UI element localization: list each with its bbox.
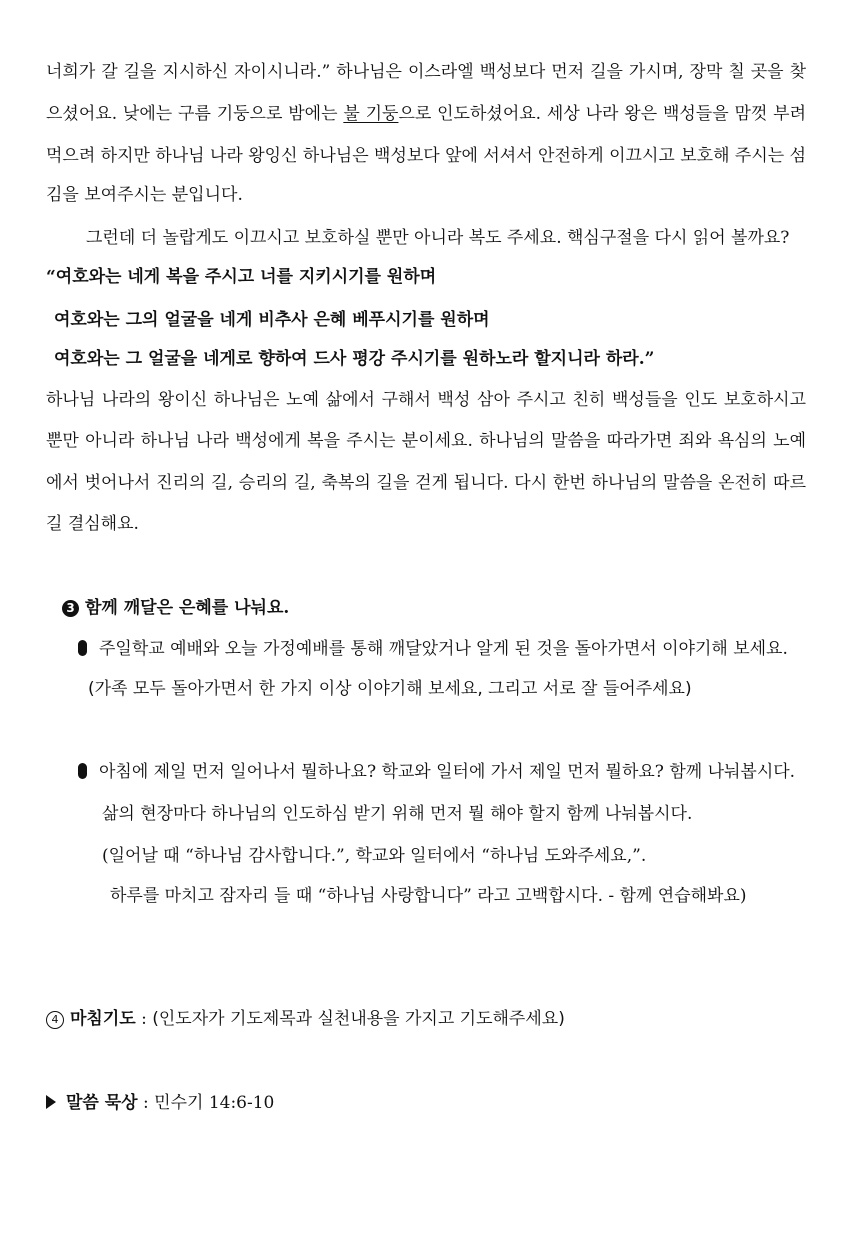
separator-colon: : <box>137 1093 155 1113</box>
paragraph-1-line-2 <box>46 103 806 125</box>
verse-line-3: 여호와는 그 얼굴을 네게로 향하여 드사 평강 주시기를 원하노라 할지니라 하라.” <box>54 349 655 369</box>
separator-colon: : <box>135 1009 153 1029</box>
section-3-item-2-line-1 <box>78 761 798 783</box>
section-3-item-1-note: (가족 모두 돌아가면서 한 가지 이상 이야기해 보세요, 그리고 서로 잘 들어주세요) <box>88 679 692 699</box>
number-3-icon: 3 <box>62 600 79 617</box>
item-1-text: 주일학교 예배와 오늘 가정예배를 통해 깨달았거나 알게 된 것을 돌아가면서 이야기해 보세요. <box>99 639 788 659</box>
section-4-title: 마침기도 <box>70 1009 136 1029</box>
bullet-2-icon <box>78 763 87 779</box>
paragraph-3-line-4: 길 결심해요. <box>46 514 139 534</box>
verse-line-1: “여호와는 네게 복을 주시고 너를 지키시기를 원하며 <box>46 267 437 287</box>
number-4-icon: 4 <box>46 1011 64 1029</box>
paragraph-1-line-4: 김을 보여주시는 분입니다. <box>46 185 243 205</box>
section-3-item-2-line-3: (일어날 때 “하나님 감사합니다.”, 학교와 일터에서 “하나님 도와주세요,”. <box>102 846 647 866</box>
paragraph-2-line-1: 그런데 더 놀랍게도 이끄시고 보호하실 뿐만 아니라 복도 주세요. 핵심구절을 다시 읽어 볼까요? <box>86 228 790 248</box>
underlined-phrase: 불 기둥 <box>343 104 399 124</box>
section-3-item-1 <box>78 638 798 660</box>
paragraph-3-line-2: 뿐만 아니라 하나님 나라 백성에게 복을 주시는 분이세요. 하나님의 말씀을 따라가면 죄와 욕심의 노예 <box>46 431 806 451</box>
section-3-item-2-line-4: 하루를 마치고 잠자리 들 때 “하나님 사랑합니다” 라고 고백합시다. - 함께 연습해봐요) <box>110 886 747 906</box>
triangle-bullet-icon <box>46 1095 56 1109</box>
text-span: 으로 인도하셨어요. 세상 나라 왕은 백성들을 맘껏 부려 <box>398 104 806 124</box>
section-3-heading <box>62 597 822 619</box>
paragraph-3-line-1: 하나님 나라의 왕이신 하나님은 노예 삶에서 구해서 백성 삼아 주시고 친히 백성들을 인도 보호하시고 <box>46 390 806 410</box>
text-span: 으셨어요. 낮에는 구름 기둥으로 밤에는 <box>46 104 344 124</box>
item-2-text: 아침에 제일 먼저 일어나서 뭘하나요? 학교와 일터에 가서 제일 먼저 뭘하요? 함께 나눠봅시다. <box>99 762 796 782</box>
meditation-title: 말씀 묵상 <box>66 1093 138 1113</box>
section-3-item-2-line-2: 삶의 현장마다 하나님의 인도하심 받기 위해 먼저 뭘 해야 할지 함께 나눠봅시다. <box>102 804 693 824</box>
meditation-line <box>46 1092 806 1114</box>
meditation-reference: 민수기 14:6-10 <box>154 1093 275 1113</box>
section-4-line <box>46 1008 806 1030</box>
paragraph-3-line-3: 에서 벗어나서 진리의 길, 승리의 길, 축복의 길을 걷게 됩니다. 다시 한번 하나님의 말씀을 온전히 따르 <box>46 473 806 493</box>
bullet-1-icon <box>78 640 87 656</box>
paragraph-1-line-1: 너희가 갈 길을 지시하신 자이시니라.” 하나님은 이스라엘 백성보다 먼저 길을 가시며, 장막 칠 곳을 찾 <box>46 62 806 82</box>
paragraph-1-line-3: 먹으려 하지만 하나님 나라 왕잉신 하나님은 백성보다 앞에 서셔서 안전하게 이끄시고 보호해 주시는 섬 <box>46 146 806 166</box>
section-4-note: (인도자가 기도제목과 실천내용을 가지고 기도해주세요) <box>152 1009 565 1029</box>
verse-line-2: 여호와는 그의 얼굴을 네게 비추사 은혜 베푸시기를 원하며 <box>54 310 490 330</box>
section-3-title: 함께 깨달은 은혜를 나눠요. <box>85 598 290 618</box>
